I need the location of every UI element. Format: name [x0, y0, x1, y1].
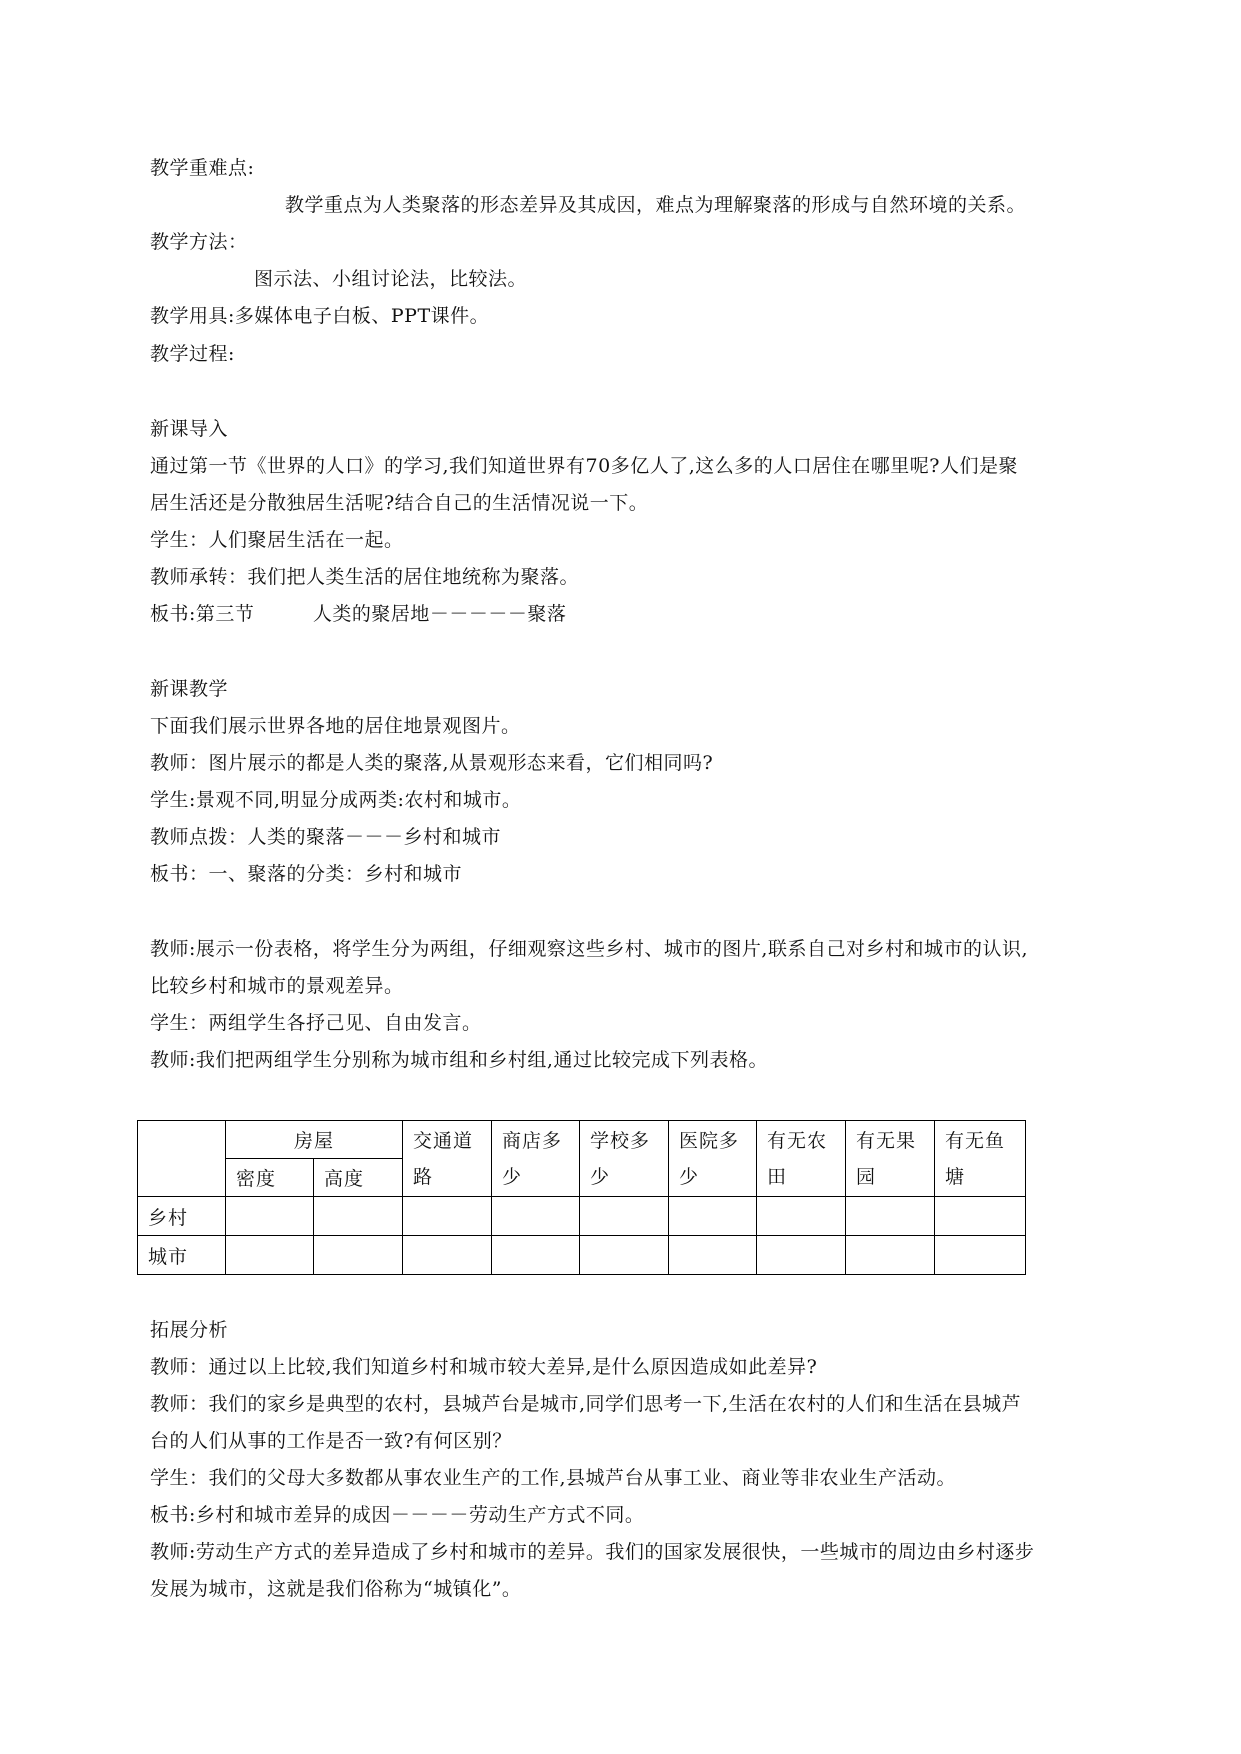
table-subheader-height: 高度 [314, 1159, 403, 1197]
intro-heading: 新课导入 [150, 418, 229, 440]
teaching-line: 比较乡村和城市的景观差异。 [150, 975, 404, 997]
table-header-row [138, 1121, 1026, 1159]
tools-line: 教学用具:多媒体电子白板、PPT课件。 [150, 305, 490, 327]
table-header-hospitals: 医院多少 [669, 1121, 757, 1197]
process-label: 教学过程: [150, 343, 235, 365]
table-cell [314, 1197, 403, 1236]
blackboard-line: 板书:第三节 人类的聚居地－－－－－聚落 [150, 603, 567, 625]
extension-line: 学生：我们的父母大多数都从事农业生产的工作,县城芦台从事工业、商业等非农业生产活动。 [150, 1467, 957, 1489]
table-subheader-density: 密度 [226, 1159, 314, 1197]
table-cell [403, 1197, 492, 1236]
extension-line: 教师：我们的家乡是典型的农村，县城芦台是城市,同学们思考一下,生活在农村的人们和生活在县城芦 [150, 1393, 1022, 1415]
methods-label: 教学方法： [150, 231, 248, 253]
teaching-line: 下面我们展示世界各地的居住地景观图片。 [150, 715, 521, 737]
teaching-line: 教师点拨：人类的聚落－－－乡村和城市 [150, 826, 502, 848]
table-header-fishpond: 有无鱼塘 [935, 1121, 1026, 1197]
table-row [138, 1197, 1026, 1236]
teaching-line: 教师:我们把两组学生分别称为城市组和乡村组,通过比较完成下列表格。 [150, 1049, 768, 1071]
extension-line: 教师:劳动生产方式的差异造成了乡村和城市的差异。我们的国家发展很快，一些城市的周边由乡村逐步 [150, 1541, 1035, 1563]
table-cell [757, 1197, 846, 1236]
table-header-orchard: 有无果园 [846, 1121, 935, 1197]
table-corner-cell [138, 1121, 226, 1197]
table-cell [580, 1236, 669, 1275]
key-points-text: 教学重点为人类聚落的形态差异及其成因，难点为理解聚落的形成与自然环境的关系。 [285, 194, 1027, 216]
blackboard-line: 板书：一、聚落的分类：乡村和城市 [150, 863, 463, 885]
teaching-line: 学生:景观不同,明显分成两类:农村和城市。 [150, 789, 522, 811]
table-row-label-city: 城市 [138, 1236, 226, 1275]
intro-line: 教师承转：我们把人类生活的居住地统称为聚落。 [150, 566, 580, 588]
table-cell [226, 1236, 314, 1275]
table-header-schools: 学校多少 [580, 1121, 669, 1197]
teaching-line: 教师:展示一份表格，将学生分为两组，仔细观察这些乡村、城市的图片,联系自己对乡村和城市的认识, [150, 938, 1028, 960]
table-cell [580, 1197, 669, 1236]
table-header-farmland: 有无农田 [757, 1121, 846, 1197]
extension-line: 发展为城市，这就是我们俗称为“城镇化”。 [150, 1578, 522, 1600]
teaching-line: 教师：图片展示的都是人类的聚落,从景观形态来看，它们相同吗? [150, 752, 714, 774]
intro-line: 居生活还是分散独居生活呢?结合自己的生活情况说一下。 [150, 492, 649, 514]
table-cell [846, 1236, 935, 1275]
blackboard-line: 板书:乡村和城市差异的成因－－－－劳动生产方式不同。 [150, 1504, 645, 1526]
table-cell [403, 1236, 492, 1275]
methods-text: 图示法、小组讨论法，比较法。 [254, 268, 528, 290]
table-cell [492, 1236, 580, 1275]
intro-line: 学生：人们聚居生活在一起。 [150, 529, 404, 551]
extension-heading: 拓展分析 [150, 1319, 229, 1341]
table-header-housing: 房屋 [226, 1121, 403, 1159]
table-row [138, 1236, 1026, 1275]
table-cell [492, 1197, 580, 1236]
table-cell [935, 1236, 1026, 1275]
table-cell [846, 1197, 935, 1236]
intro-line: 通过第一节《世界的人口》的学习,我们知道世界有70多亿人了,这么多的人口居住在哪里呢?人们是聚 [150, 455, 1018, 477]
table-header-traffic: 交通道路 [403, 1121, 492, 1197]
table-cell [757, 1236, 846, 1275]
teaching-line: 学生：两组学生各抒己见、自由发言。 [150, 1012, 482, 1034]
teaching-heading: 新课教学 [150, 678, 229, 700]
comparison-table [137, 1120, 1026, 1275]
extension-line: 台的人们从事的工作是否一致?有何区别？ [150, 1430, 512, 1452]
table-cell [669, 1236, 757, 1275]
extension-line: 教师：通过以上比较,我们知道乡村和城市较大差异,是什么原因造成如此差异? [150, 1356, 818, 1378]
table-cell [669, 1197, 757, 1236]
table-row-label-village: 乡村 [138, 1197, 226, 1236]
key-points-label: 教学重难点: [150, 157, 255, 179]
table-header-shops: 商店多少 [492, 1121, 580, 1197]
table-cell [314, 1236, 403, 1275]
table-cell [226, 1197, 314, 1236]
table-cell [935, 1197, 1026, 1236]
